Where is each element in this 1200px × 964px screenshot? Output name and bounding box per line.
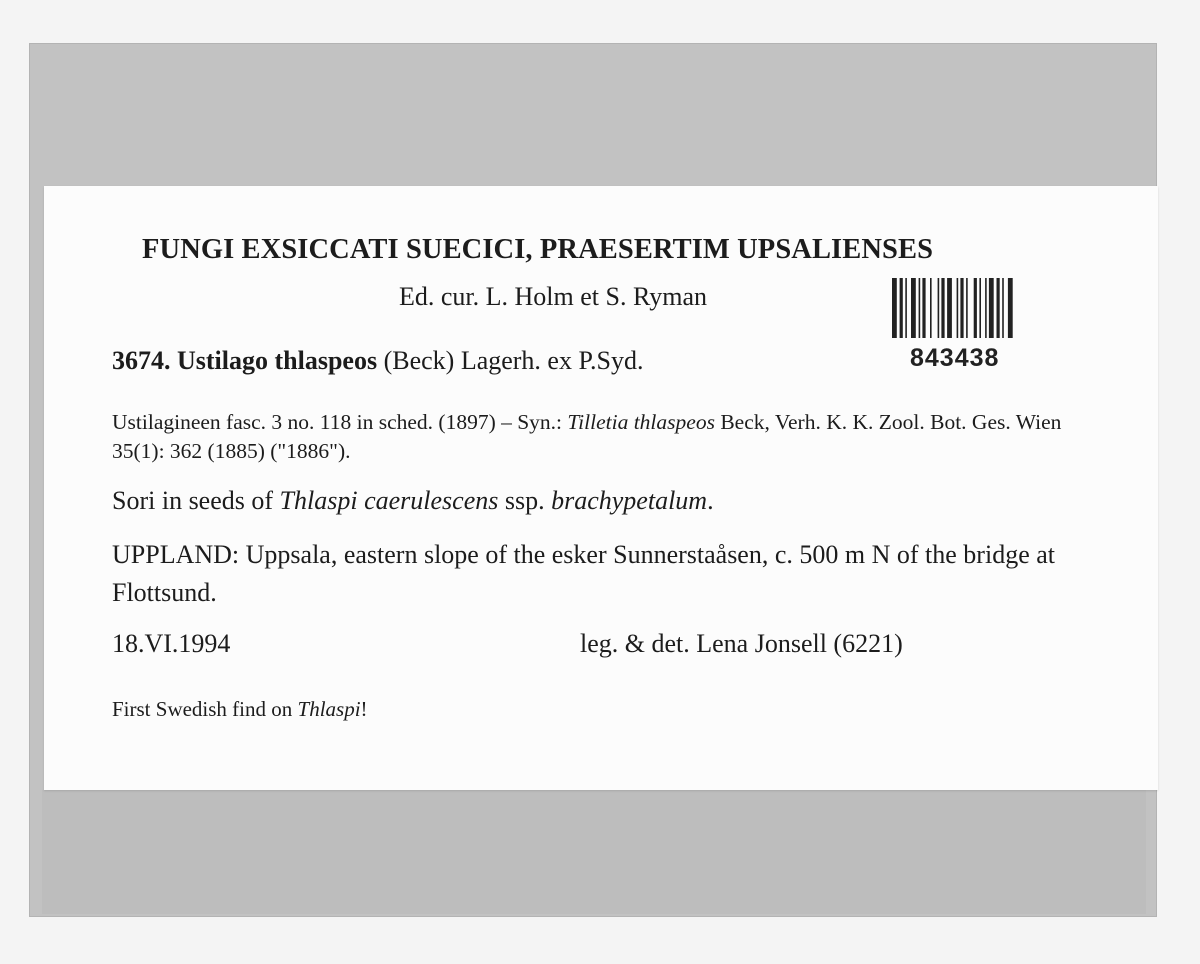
synonymy-part1: Ustilagineen fasc. 3 no. 118 in sched. (1897) – Syn.: [112,410,568,434]
barcode-bar [979,278,981,338]
note-host: Thlaspi [297,697,361,721]
barcode-bar [997,278,1000,338]
host-prefix: Sori in seeds of [112,486,280,515]
barcode-bar [900,278,903,338]
species-line [112,346,644,376]
collection-date: 18.VI.1994 [112,629,231,658]
barcode-bar [989,278,994,338]
barcode-bar [947,278,952,338]
host-subspecies: brachypetalum [551,486,708,515]
host-line [112,486,714,516]
barcode-bar [941,278,944,338]
barcode-bar [905,278,907,338]
species-authority: (Beck) Lagerh. ex P.Syd. [383,346,644,375]
barcode-icon [890,274,1050,340]
host-suffix: . [707,486,714,515]
barcode-bar [892,278,897,338]
barcode-bar [966,278,968,338]
barcode-number: 843438 [910,344,1000,372]
series-title: FUNGI EXSICCATI SUECICI, PRAESERTIM UPSALIENSES [142,234,934,265]
exsiccata-number: 3674. [112,346,171,375]
species-name: Ustilago thlaspeos [177,346,378,375]
barcode-bar [974,278,977,338]
synonym-name: Tilletia thlaspeos [567,410,715,434]
barcode-bar [985,278,987,338]
note-prefix: First Swedish find on [112,697,298,721]
barcode-bar [919,278,921,338]
host-mid: ssp. [498,486,552,515]
synonymy-text [112,408,1102,466]
synonymy-part2: Beck, Verh. K. K. Zool. Bot. Ges. Wien 35(1): 362 (1885) ("1886"). [112,410,1062,463]
barcode-bar [1002,278,1004,338]
note-line [112,697,368,722]
barcode-bar [960,278,963,338]
barcode-bar [930,278,932,338]
specimen-label [44,186,1158,790]
collector-line: leg. & det. Lena Jonsell (6221) [580,629,903,658]
barcode-bar [957,278,959,338]
locality-text: UPPLAND: Uppsala, eastern slope of the esker Sunnerstaåsen, c. 500 m N of the bridge at Flottsund. [112,540,1055,607]
barcode-bar [922,278,925,338]
editors-line: Ed. cur. L. Holm et S. Ryman [399,282,708,311]
barcode-bar [911,278,916,338]
note-suffix: ! [360,697,368,721]
barcode-bar [938,278,940,338]
host-name: Thlaspi caerulescens [279,486,499,515]
barcode-bar [1008,278,1013,338]
barcode-sticker [890,274,1070,374]
packet-flap [42,790,1146,914]
